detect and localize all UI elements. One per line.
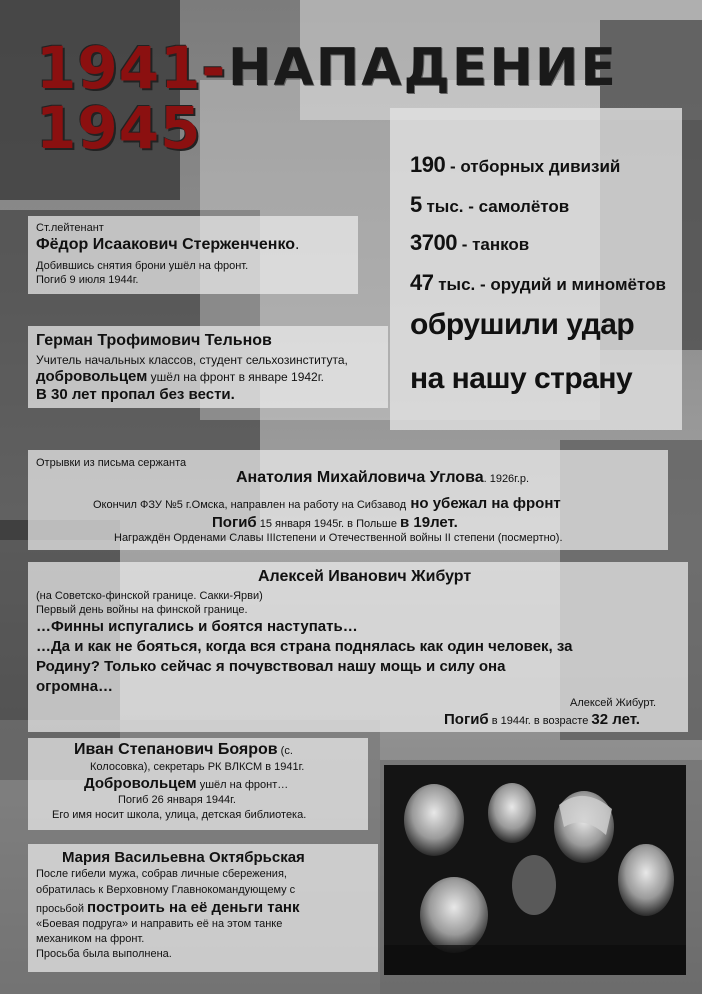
telnov-name: Герман Трофимович Тельнов — [36, 332, 272, 349]
boyarov-name — [74, 741, 293, 759]
zhiburt-quote1: …Финны испугались и боятся наступать… — [36, 618, 358, 635]
stat-divisions — [410, 152, 620, 178]
telnov-line2 — [36, 368, 324, 385]
oktyabrskaya-line3a: просьбой — [36, 903, 88, 915]
boyarov-volunteer: Добровольцем — [84, 775, 197, 792]
stat-planes-num: 5 — [410, 192, 422, 217]
boyarov-line4: Его имя носит школа, улица, детская библиотека. — [52, 809, 307, 821]
boyarov-line3: Погиб 26 января 1944г. — [118, 794, 236, 806]
boyarov-line1: Колосовка), секретарь РК ВЛКСМ в 1941г. — [90, 761, 305, 773]
boyarov-line2-rest: ушёл на фронт… — [196, 779, 289, 791]
child-face-5 — [420, 877, 488, 953]
oktyabrskaya-line6: Просьба была выполнена. — [36, 948, 172, 960]
uglov-awards: Награждён Орденами Славы IIIстепени и Отечественной войны II степени (посмертно). — [114, 532, 563, 544]
uglov-died-rest: 15 января 1945г. в Польше — [256, 518, 400, 530]
children-photo — [384, 765, 686, 975]
zhiburt-died-rest: в 1944г. в возрасте — [488, 715, 592, 727]
title-word: НАПАДЕНИЕ — [228, 38, 618, 98]
uglov-line1 — [93, 495, 561, 512]
zhiburt-place: (на Советско-финской границе. Сакки-Ярви) — [36, 590, 263, 602]
sterzhenchenko-name-dot: . — [295, 236, 300, 253]
uglov-name-year: . 1926г.р. — [483, 473, 530, 485]
oktyabrskaya-line4: «Боевая подруга» и направить её на этом танке — [36, 918, 283, 930]
sterzhenchenko-line2: Погиб 9 июля 1944г. — [36, 274, 139, 286]
stat-tanks-num: 3700 — [410, 230, 457, 255]
stat-planes — [410, 192, 569, 218]
sterzhenchenko-line1: Добившись снятия брони ушёл на фронт. — [36, 260, 249, 272]
zhiburt-signature: Алексей Жибурт. — [570, 697, 657, 709]
oktyabrskaya-line3 — [36, 899, 300, 916]
uglov-line1-bold: но убежал на фронт — [406, 495, 561, 512]
stat-guns-num: 47 — [410, 270, 434, 295]
stat-tanks-text: - танков — [461, 235, 530, 254]
sterzhenchenko-rank: Ст.лейтенант — [36, 222, 104, 234]
boyarov-line2 — [84, 775, 288, 792]
oktyabrskaya-line1: После гибели мужа, собрав личные сбережения, — [36, 868, 287, 880]
zhiburt-died-label: Погиб — [444, 711, 489, 728]
title-year-start: 1941- — [36, 34, 227, 102]
uglov-intro: Отрывки из письма сержанта — [36, 457, 187, 469]
telnov-line3: В 30 лет пропал без вести. — [36, 386, 235, 403]
uglov-died — [212, 514, 458, 531]
stat-divisions-text: - отборных дивизий — [449, 157, 621, 176]
telnov-volunteer: добровольцем — [36, 368, 148, 385]
uglov-name-text: Анатолия Михайловича Углова — [236, 469, 484, 486]
title-years — [36, 34, 227, 162]
oktyabrskaya-name: Мария Васильевна Октябрьская — [62, 849, 305, 866]
title-year-end: 1945 — [36, 94, 202, 162]
boyarov-name-text: Иван Степанович Бояров — [74, 741, 278, 758]
zhiburt-name: Алексей Иванович Жибурт — [258, 568, 472, 585]
uglov-line1-text: Окончил ФЗУ №5 г.Омска, направлен на работу на Сибзавод — [93, 499, 407, 511]
uglov-name — [236, 469, 529, 487]
child-body — [512, 855, 556, 915]
children-photo-image — [384, 765, 686, 975]
child-face-4 — [618, 844, 674, 916]
uglov-died-label: Погиб — [212, 514, 257, 531]
zhiburt-died — [444, 711, 640, 728]
child-face-1 — [404, 784, 464, 856]
stats-line2: на нашу страну — [410, 362, 633, 395]
boyarov-name-suffix: (с. — [277, 745, 293, 757]
oktyabrskaya-line5: механиком на фронт. — [36, 933, 145, 945]
child-face-2 — [488, 783, 536, 843]
zhiburt-quote3: Родину? Только сейчас я почувствовал нашу мощь и силу она — [36, 658, 506, 675]
sterzhenchenko-name-text: Фёдор Исаакович Стерженченко — [36, 236, 296, 253]
stat-divisions-num: 190 — [410, 152, 446, 177]
oktyabrskaya-line3b: построить на её деньги танк — [87, 899, 300, 916]
zhiburt-first-day: Первый день войны на финской границе. — [36, 604, 248, 616]
sterzhenchenko-name — [36, 236, 300, 254]
stats-line1: обрушили удар — [410, 308, 635, 341]
stat-guns-text: тыс. - орудий и миномётов — [438, 275, 666, 294]
stats-box — [390, 108, 682, 430]
zhiburt-quote4: огромна… — [36, 678, 114, 695]
telnov-line2-rest: ушёл на фронт в январе 1942г. — [147, 370, 324, 384]
uglov-died-age: в 19лет. — [400, 514, 458, 531]
zhiburt-quote2: …Да и как не бояться, когда вся страна поднялась как один человек, за — [36, 638, 573, 655]
stat-planes-text: тыс. - самолётов — [426, 197, 570, 216]
stat-tanks — [410, 230, 529, 256]
telnov-line1: Учитель начальных классов, студент сельхозинститута, — [36, 353, 348, 367]
oktyabrskaya-line2: обратилась к Верховному Главнокомандующему с — [36, 884, 296, 896]
zhiburt-died-age: 32 лет — [591, 711, 636, 728]
zhiburt-died-end: . — [635, 711, 640, 728]
stat-guns — [410, 270, 666, 296]
